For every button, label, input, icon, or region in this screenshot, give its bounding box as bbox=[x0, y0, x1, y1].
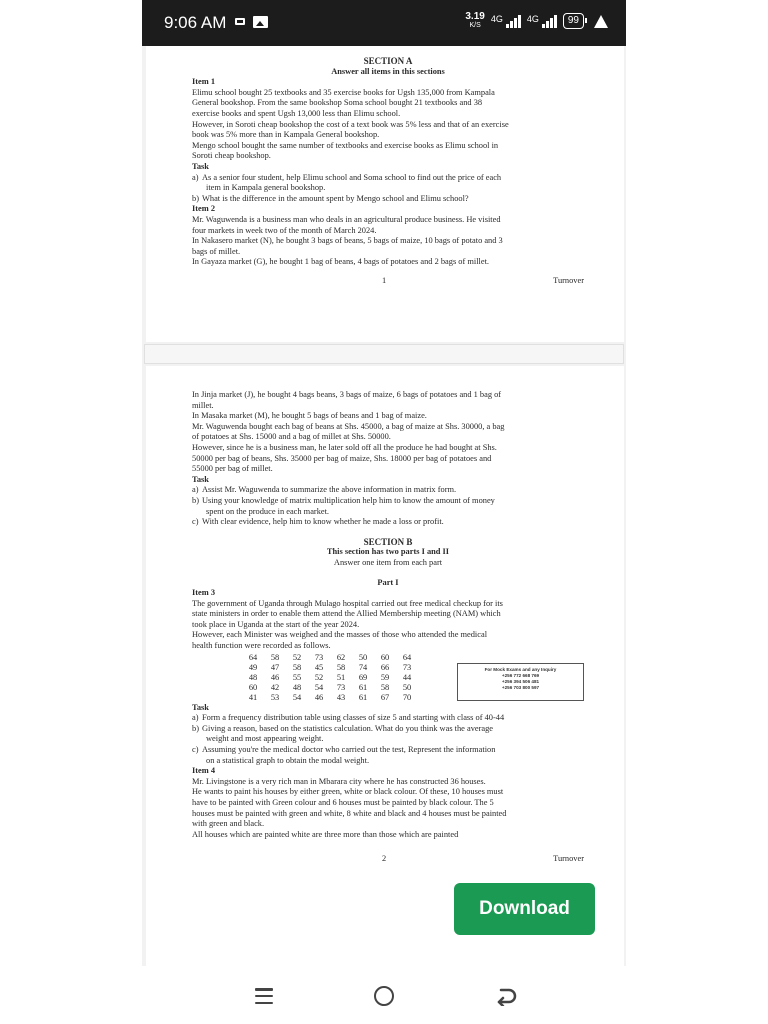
page-2-footer bbox=[192, 854, 584, 865]
table-cell: 54 bbox=[314, 682, 324, 692]
table-cell: 46 bbox=[314, 692, 324, 702]
table-cell: 49 bbox=[248, 662, 258, 672]
turnover-label: Turnover bbox=[553, 854, 584, 864]
item-3-body bbox=[192, 599, 584, 652]
item-2-continued bbox=[192, 390, 584, 475]
task-line: item in Kampala general bookshop. bbox=[206, 183, 326, 193]
table-cell: 51 bbox=[336, 672, 346, 682]
home-icon[interactable] bbox=[374, 986, 394, 1006]
masses-table-wrap bbox=[192, 653, 584, 703]
page-1 bbox=[146, 46, 624, 342]
table-cell: 73 bbox=[336, 682, 346, 692]
section-b-instruction: Answer one item from each part bbox=[333, 557, 443, 567]
item-3-line: state ministers in order to enable them attend the Allied Membership meeting (NAM) which bbox=[192, 609, 501, 619]
table-cell: 64 bbox=[402, 652, 412, 662]
item-3-line: health function were recorded as follows. bbox=[192, 641, 331, 651]
task-line: As a senior four student, help Elimu school and Soma school to find out the price of each bbox=[202, 172, 502, 182]
task-1-title: Task bbox=[192, 161, 209, 171]
table-cell: 58 bbox=[380, 682, 390, 692]
item-4-line: have to be painted with Green colour and 6 houses must be painted by black colour. The 5 bbox=[192, 798, 494, 807]
table-cell: 60 bbox=[380, 652, 390, 662]
turnover-label: Turnover bbox=[553, 275, 584, 285]
item-2-line: four markets in week two of the month of March 2024. bbox=[192, 225, 377, 235]
table-cell: 61 bbox=[358, 692, 368, 702]
item-1-line: Soroti cheap bookshop. bbox=[192, 151, 271, 161]
part-title: Part I bbox=[377, 577, 399, 587]
section-a-title: SECTION A bbox=[363, 56, 413, 66]
item-4-line: All houses which are painted white are three more than those which are painted bbox=[192, 829, 459, 839]
task-1-a bbox=[192, 173, 584, 194]
item-2-line: 50000 per bag of beans, Shs. 35000 per bag of maize, Shs. 18000 per bag of potatoes and bbox=[192, 453, 492, 463]
task-label: c) bbox=[192, 745, 199, 755]
page-number: 1 bbox=[382, 275, 387, 285]
table-cell: 67 bbox=[380, 692, 390, 702]
gallery-icon bbox=[253, 16, 268, 28]
table-cell: 54 bbox=[292, 692, 302, 702]
item-1-line: book was 5% more than in Kampala General bookshop. bbox=[192, 130, 380, 140]
task-line: spent on the produce in each market. bbox=[206, 506, 330, 516]
download-button[interactable]: Download bbox=[454, 883, 595, 935]
task-2-title: Task bbox=[192, 474, 209, 484]
page-1-footer bbox=[192, 276, 584, 287]
speed-value: 3.19 bbox=[465, 11, 485, 22]
status-time: 9:06 AM bbox=[164, 13, 227, 32]
table-row bbox=[242, 673, 418, 683]
table-cell: 61 bbox=[358, 682, 368, 692]
table-cell: 52 bbox=[314, 672, 324, 682]
page-divider bbox=[144, 344, 624, 364]
item-1-line: However, in Soroti cheap bookshop the cost of a text book was 5% less and that of an exercise bbox=[192, 119, 509, 129]
table-cell: 43 bbox=[336, 692, 346, 702]
table-cell: 45 bbox=[314, 662, 324, 672]
table-cell: 73 bbox=[402, 662, 412, 672]
task-2-c bbox=[192, 517, 584, 528]
task-label: a) bbox=[192, 485, 199, 495]
item-2-body bbox=[192, 215, 584, 268]
task-3-b bbox=[192, 724, 584, 745]
item-2-line: millet. bbox=[192, 400, 214, 410]
table-cell: 50 bbox=[402, 682, 412, 692]
item-3-line: took place in Uganda at the start of the year 2024. bbox=[192, 619, 360, 629]
task-line: Assuming you're the medical doctor who carried out the test, Represent the information bbox=[202, 745, 496, 755]
task-3-c bbox=[192, 745, 584, 766]
masses-table bbox=[242, 653, 418, 703]
table-row bbox=[242, 663, 418, 673]
table-cell: 62 bbox=[336, 652, 346, 662]
battery-icon: 99 bbox=[563, 13, 584, 29]
item-4-line: He wants to paint his houses by either green, white or black colour. Of these, 10 houses must bbox=[192, 787, 504, 797]
contact-box-line: +256 772 668 769 bbox=[501, 672, 540, 678]
document-viewer[interactable] bbox=[142, 46, 626, 966]
table-cell: 73 bbox=[314, 652, 324, 662]
task-label: b) bbox=[192, 495, 199, 505]
table-cell: 70 bbox=[402, 692, 412, 702]
task-line: on a statistical graph to obtain the modal weight. bbox=[206, 755, 370, 765]
item-2-line: of potatoes at Shs. 15000 and a bag of millet at Shs. 50000. bbox=[192, 432, 391, 442]
task-2-b bbox=[192, 496, 584, 517]
section-b-subtitle: This section has two parts I and II bbox=[326, 547, 450, 557]
task-line: Using your knowledge of matrix multiplication help him to know the amount of money bbox=[202, 495, 495, 505]
task-label: a) bbox=[192, 713, 199, 723]
page-2 bbox=[146, 366, 624, 966]
network-speed bbox=[465, 12, 484, 30]
section-a-subtitle: Answer all items in this sections bbox=[331, 66, 445, 76]
notification-icons bbox=[235, 16, 268, 28]
table-cell: 50 bbox=[358, 652, 368, 662]
item-2-line: 55000 per bag of millet. bbox=[192, 464, 273, 474]
item-4-line: houses must be painted with green and white, 8 white and black and 4 houses must be painted bbox=[192, 808, 507, 818]
item-1-line: exercise books and spent Ugsh 13,000 less than Elimu school. bbox=[192, 108, 401, 118]
task-2-a bbox=[192, 485, 584, 496]
task-3-title: Task bbox=[192, 702, 209, 712]
task-line: Assist Mr. Waguwenda to summarize the above information in matrix form. bbox=[202, 485, 457, 495]
network-type-2: 4G bbox=[526, 14, 539, 24]
contact-box-line: For Mock Exams and any Inquiry bbox=[484, 666, 557, 672]
table-cell: 52 bbox=[292, 652, 302, 662]
task-label: c) bbox=[192, 517, 199, 527]
table-cell: 41 bbox=[248, 692, 258, 702]
item-2-line: In Jinja market (J), he bought 4 bags beans, 3 bags of maize, 6 bags of potatoes and 1 bag of bbox=[192, 390, 502, 399]
signal-icon bbox=[491, 14, 521, 28]
table-cell: 48 bbox=[292, 682, 302, 692]
item-1-line: Mengo school bought the same number of textbooks and exercise books as Elimu school in bbox=[192, 140, 499, 150]
alert-icon bbox=[594, 15, 608, 28]
table-cell: 74 bbox=[358, 662, 368, 672]
navigation-bar bbox=[0, 966, 768, 1024]
item-2-line: However, since he is a business man, he later sold off all the produce he had bought at Shs. bbox=[192, 442, 497, 452]
recents-icon[interactable] bbox=[255, 988, 273, 1004]
section-b-title: SECTION B bbox=[363, 536, 413, 547]
task-label: a) bbox=[192, 172, 199, 182]
table-cell: 48 bbox=[248, 672, 258, 682]
item-2-line: Mr. Waguwenda bought each bag of beans at Shs. 45000, a bag of maize at Shs. 30000, a bag bbox=[192, 421, 505, 431]
speed-unit: K/S bbox=[469, 22, 481, 29]
task-1-b bbox=[192, 194, 584, 205]
item-2-line: In Nakasero market (N), he bought 3 bags of beans, 5 bags of maize, 10 bags of potato and 3 bbox=[192, 236, 503, 246]
task-line: Giving a reason, based on the statistics calculation. What do you think was the average bbox=[202, 723, 494, 733]
task-line: What is the difference in the amount spent by Mengo school and Elimu school? bbox=[202, 193, 469, 203]
table-row bbox=[242, 653, 418, 663]
task-label: b) bbox=[192, 193, 199, 203]
table-cell: 46 bbox=[270, 672, 280, 682]
status-bar bbox=[142, 0, 626, 46]
item-4-body bbox=[192, 777, 584, 841]
item-3-line: However, each Minister was weighed and the masses of those who attended the medical bbox=[192, 630, 488, 640]
table-cell: 58 bbox=[336, 662, 346, 672]
item-2-title: Item 2 bbox=[192, 204, 216, 214]
task-line: With clear evidence, help him to know whether he made a loss or profit. bbox=[202, 517, 444, 527]
item-2-line: In Masaka market (M), he bought 5 bags of beans and 1 bag of maize. bbox=[192, 411, 427, 421]
table-cell: 59 bbox=[380, 672, 390, 682]
table-cell: 58 bbox=[270, 652, 280, 662]
task-line: Form a frequency distribution table using classes of size 5 and starting with class of 40-44 bbox=[202, 713, 505, 723]
task-3-a bbox=[192, 713, 584, 724]
item-4-title: Item 4 bbox=[192, 766, 216, 776]
task-label: b) bbox=[192, 723, 199, 733]
table-cell: 44 bbox=[402, 672, 412, 682]
contact-box-line: +256 703 800 597 bbox=[501, 685, 540, 691]
table-cell: 42 bbox=[270, 682, 280, 692]
item-2-line: Mr. Waguwenda is a business man who deals in an agricultural produce business. He visited bbox=[192, 214, 501, 224]
status-right bbox=[465, 12, 608, 30]
signal-icon-2 bbox=[527, 14, 557, 28]
table-cell: 53 bbox=[270, 692, 280, 702]
page-number: 2 bbox=[382, 854, 387, 864]
page-1-content bbox=[192, 56, 584, 286]
item-4-line: Mr. Livingstone is a very rich man in Mbarara city where he has constructed 36 houses. bbox=[192, 776, 486, 786]
item-1-line: General bookshop. From the same bookshop Soma school bought 21 textbooks and 38 bbox=[192, 98, 483, 108]
item-3-title: Item 3 bbox=[192, 588, 216, 598]
page-2-content bbox=[192, 390, 584, 865]
network-type-1: 4G bbox=[490, 14, 503, 24]
table-cell: 64 bbox=[248, 652, 258, 662]
table-cell: 55 bbox=[292, 672, 302, 682]
item-2-line: bags of millet. bbox=[192, 246, 241, 256]
table-cell: 47 bbox=[270, 662, 280, 672]
table-row bbox=[242, 683, 418, 693]
item-4-line: with green and black. bbox=[192, 819, 265, 829]
contact-box bbox=[457, 663, 584, 701]
table-cell: 66 bbox=[380, 662, 390, 672]
message-icon bbox=[235, 18, 245, 25]
item-2-line: In Gayaza market (G), he bought 1 bag of beans, 4 bags of potatoes and 2 bags of millet. bbox=[192, 257, 489, 267]
task-line: weight and most appearing weight. bbox=[206, 734, 324, 744]
back-icon[interactable] bbox=[495, 986, 517, 1006]
table-cell: 60 bbox=[248, 682, 258, 692]
table-row bbox=[242, 693, 418, 703]
item-1-line: Elimu school bought 25 textbooks and 35 exercise books for Ugsh 135,000 from Kampala bbox=[192, 87, 495, 97]
table-cell: 69 bbox=[358, 672, 368, 682]
item-1-title: Item 1 bbox=[192, 77, 216, 87]
item-1-body bbox=[192, 88, 584, 162]
contact-box-line: +256 394 506 481 bbox=[501, 679, 540, 685]
table-cell: 58 bbox=[292, 662, 302, 672]
item-3-line: The government of Uganda through Mulago hospital carried out free medical checkup for its bbox=[192, 598, 503, 608]
